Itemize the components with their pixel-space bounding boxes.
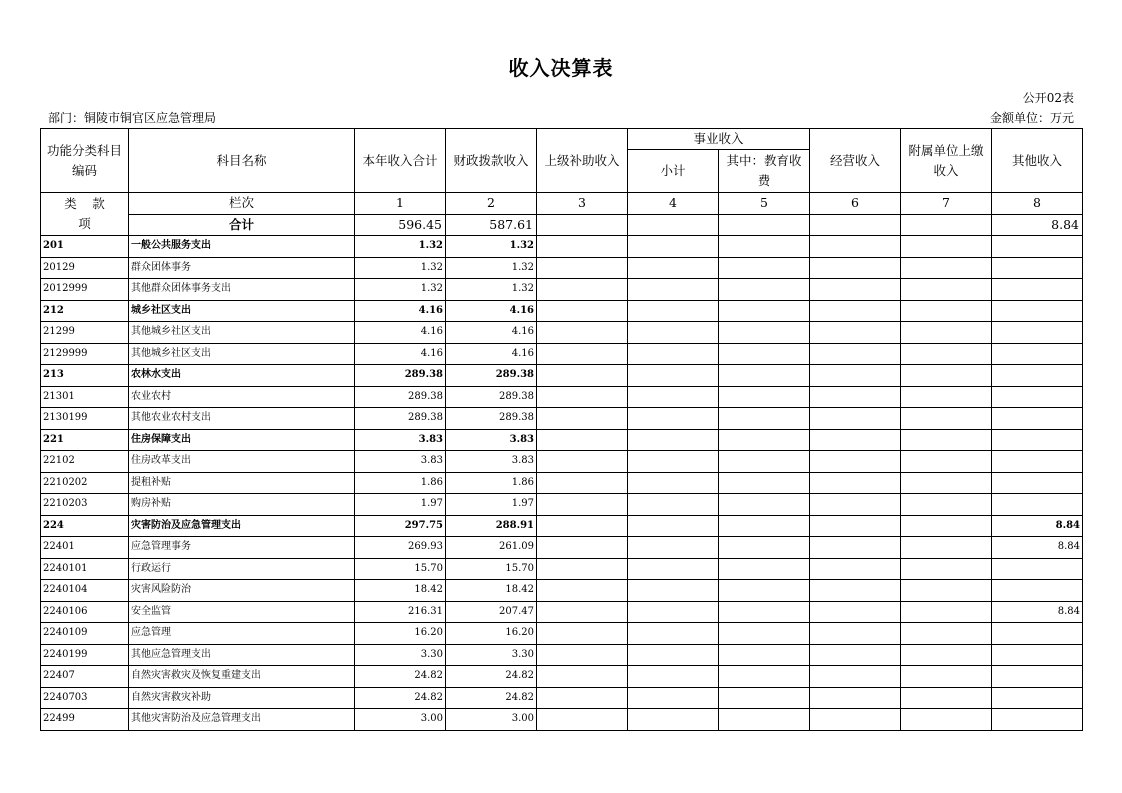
row-business-subtotal (628, 580, 719, 602)
row-superior (537, 236, 628, 258)
row-affiliated (901, 515, 992, 537)
row-fiscal: 18.42 (446, 580, 537, 602)
table-row (41, 515, 1083, 537)
row-business-subtotal (628, 472, 719, 494)
row-name: 一般公共服务支出 (129, 236, 355, 258)
row-superior (537, 515, 628, 537)
row-fiscal: 4.16 (446, 343, 537, 365)
row-code: 22499 (41, 709, 129, 731)
row-superior (537, 537, 628, 559)
row-business-subtotal (628, 300, 719, 322)
row-total-income: 289.38 (355, 408, 446, 430)
row-affiliated (901, 644, 992, 666)
total-c7 (901, 214, 992, 236)
row-superior (537, 257, 628, 279)
total-c2: 587.61 (446, 214, 537, 236)
row-education (719, 386, 810, 408)
row-name: 其他灾害防治及应急管理支出 (129, 709, 355, 731)
row-superior (537, 279, 628, 301)
row-code: 22401 (41, 537, 129, 559)
row-education (719, 429, 810, 451)
row-operating (810, 408, 901, 430)
row-superior (537, 343, 628, 365)
header-category (41, 193, 129, 236)
row-superior (537, 322, 628, 344)
row-business-subtotal (628, 257, 719, 279)
row-operating (810, 601, 901, 623)
header-business: 事业收入 (628, 129, 810, 150)
row-other (992, 386, 1083, 408)
row-total-income: 24.82 (355, 666, 446, 688)
table-row (41, 472, 1083, 494)
amount-unit-label: 金额单位：万元 (989, 111, 1074, 125)
department-label: 部门：铜陵市铜官区应急管理局 (48, 111, 217, 125)
row-education (719, 666, 810, 688)
header-affiliated: 附属单位上缴收入 (901, 129, 992, 193)
row-operating (810, 580, 901, 602)
row-name: 安全监管 (129, 601, 355, 623)
row-operating (810, 300, 901, 322)
row-operating (810, 451, 901, 473)
row-name: 灾害风险防治 (129, 580, 355, 602)
row-fiscal: 3.83 (446, 451, 537, 473)
row-fiscal: 207.47 (446, 601, 537, 623)
header-education: 其中：教育收费 (719, 150, 810, 193)
row-total-income: 216.31 (355, 601, 446, 623)
row-superior (537, 644, 628, 666)
col-number: 1 (355, 193, 446, 215)
row-operating (810, 494, 901, 516)
row-total-income: 4.16 (355, 300, 446, 322)
row-name: 提租补贴 (129, 472, 355, 494)
row-other (992, 257, 1083, 279)
row-affiliated (901, 429, 992, 451)
header-superior: 上级补助收入 (537, 129, 628, 193)
row-affiliated (901, 472, 992, 494)
table-row (41, 386, 1083, 408)
row-name: 其他群众团体事务支出 (129, 279, 355, 301)
row-affiliated (901, 365, 992, 387)
table-row (41, 537, 1083, 559)
row-code: 2240104 (41, 580, 129, 602)
row-code: 2012999 (41, 279, 129, 301)
row-fiscal: 24.82 (446, 687, 537, 709)
row-other (992, 666, 1083, 688)
row-fiscal: 289.38 (446, 365, 537, 387)
row-operating (810, 515, 901, 537)
table-row (41, 300, 1083, 322)
row-superior (537, 709, 628, 731)
row-education (719, 687, 810, 709)
col-number: 5 (719, 193, 810, 215)
row-education (719, 537, 810, 559)
row-business-subtotal (628, 666, 719, 688)
header-code: 功能分类科目编码 (41, 129, 129, 193)
header-column-index: 栏次 (129, 193, 355, 215)
header-other: 其他收入 (992, 129, 1083, 193)
table-body (41, 236, 1083, 731)
row-name: 行政运行 (129, 558, 355, 580)
row-business-subtotal (628, 623, 719, 645)
row-other (992, 279, 1083, 301)
row-operating (810, 687, 901, 709)
header-subtotal: 小计 (628, 150, 719, 193)
total-c5 (719, 214, 810, 236)
row-affiliated (901, 623, 992, 645)
row-education (719, 408, 810, 430)
row-total-income: 269.93 (355, 537, 446, 559)
row-education (719, 236, 810, 258)
row-fiscal: 261.09 (446, 537, 537, 559)
row-affiliated (901, 666, 992, 688)
row-code: 22407 (41, 666, 129, 688)
row-code: 20129 (41, 257, 129, 279)
col-number: 2 (446, 193, 537, 215)
row-business-subtotal (628, 451, 719, 473)
row-education (719, 322, 810, 344)
table-row (41, 429, 1083, 451)
row-code: 2129999 (41, 343, 129, 365)
row-education (719, 279, 810, 301)
row-code: 2240199 (41, 644, 129, 666)
col-number: 6 (810, 193, 901, 215)
table-row (41, 408, 1083, 430)
row-affiliated (901, 709, 992, 731)
row-other: 8.84 (992, 601, 1083, 623)
row-business-subtotal (628, 709, 719, 731)
row-education (719, 472, 810, 494)
row-total-income: 16.20 (355, 623, 446, 645)
row-code: 221 (41, 429, 129, 451)
row-superior (537, 580, 628, 602)
row-code: 22102 (41, 451, 129, 473)
row-operating (810, 558, 901, 580)
row-total-income: 18.42 (355, 580, 446, 602)
table-row (41, 322, 1083, 344)
row-name: 自然灾害救灾补助 (129, 687, 355, 709)
table-row (41, 558, 1083, 580)
table-row (41, 279, 1083, 301)
row-total-income: 4.16 (355, 343, 446, 365)
row-superior (537, 666, 628, 688)
row-superior (537, 494, 628, 516)
row-other (992, 429, 1083, 451)
col-number: 8 (992, 193, 1083, 215)
row-fiscal: 24.82 (446, 666, 537, 688)
row-code: 2240101 (41, 558, 129, 580)
row-business-subtotal (628, 322, 719, 344)
row-name: 其他城乡社区支出 (129, 343, 355, 365)
row-fiscal: 3.30 (446, 644, 537, 666)
row-total-income: 297.75 (355, 515, 446, 537)
total-c3 (537, 214, 628, 236)
header-name: 科目名称 (129, 129, 355, 193)
table-row (41, 580, 1083, 602)
row-business-subtotal (628, 386, 719, 408)
row-name: 应急管理 (129, 623, 355, 645)
row-name: 其他应急管理支出 (129, 644, 355, 666)
row-other (992, 365, 1083, 387)
row-name: 城乡社区支出 (129, 300, 355, 322)
row-education (719, 601, 810, 623)
row-other (992, 236, 1083, 258)
table-row (41, 451, 1083, 473)
row-code: 2210202 (41, 472, 129, 494)
row-other (992, 343, 1083, 365)
row-education (719, 644, 810, 666)
row-code: 2210203 (41, 494, 129, 516)
row-operating (810, 666, 901, 688)
row-education (719, 300, 810, 322)
row-affiliated (901, 580, 992, 602)
row-affiliated (901, 687, 992, 709)
total-c6 (810, 214, 901, 236)
table-row (41, 709, 1083, 731)
row-business-subtotal (628, 537, 719, 559)
total-row (41, 214, 1083, 236)
row-education (719, 451, 810, 473)
row-operating (810, 623, 901, 645)
row-name: 其他城乡社区支出 (129, 322, 355, 344)
row-fiscal: 4.16 (446, 322, 537, 344)
row-operating (810, 257, 901, 279)
row-other (992, 451, 1083, 473)
row-education (719, 580, 810, 602)
row-operating (810, 537, 901, 559)
row-name: 自然灾害救灾及恢复重建支出 (129, 666, 355, 688)
row-operating (810, 644, 901, 666)
table-row (41, 343, 1083, 365)
row-code: 212 (41, 300, 129, 322)
row-affiliated (901, 537, 992, 559)
table-row (41, 365, 1083, 387)
row-other (992, 408, 1083, 430)
row-fiscal: 1.97 (446, 494, 537, 516)
row-education (719, 709, 810, 731)
report-title: 收入决算表 (508, 56, 614, 80)
row-fiscal: 1.32 (446, 279, 537, 301)
row-code: 224 (41, 515, 129, 537)
row-superior (537, 472, 628, 494)
row-operating (810, 236, 901, 258)
total-label: 合计 (129, 214, 355, 236)
table-row (41, 601, 1083, 623)
row-business-subtotal (628, 343, 719, 365)
row-business-subtotal (628, 687, 719, 709)
row-education (719, 515, 810, 537)
row-total-income: 3.00 (355, 709, 446, 731)
row-name: 灾害防治及应急管理支出 (129, 515, 355, 537)
row-superior (537, 451, 628, 473)
header-fiscal: 财政拨款收入 (446, 129, 537, 193)
table-row (41, 666, 1083, 688)
row-total-income: 1.86 (355, 472, 446, 494)
row-affiliated (901, 300, 992, 322)
row-affiliated (901, 343, 992, 365)
row-other (992, 494, 1083, 516)
row-operating (810, 709, 901, 731)
row-fiscal: 16.20 (446, 623, 537, 645)
row-other (992, 472, 1083, 494)
row-superior (537, 558, 628, 580)
row-education (719, 623, 810, 645)
row-superior (537, 300, 628, 322)
table-row (41, 623, 1083, 645)
income-final-accounts-table (40, 128, 1083, 731)
row-fiscal: 1.32 (446, 257, 537, 279)
row-name: 农业农村 (129, 386, 355, 408)
row-business-subtotal (628, 365, 719, 387)
row-fiscal: 289.38 (446, 386, 537, 408)
row-superior (537, 623, 628, 645)
row-other: 8.84 (992, 537, 1083, 559)
total-c4 (628, 214, 719, 236)
table-row (41, 644, 1083, 666)
row-name: 购房补贴 (129, 494, 355, 516)
row-operating (810, 322, 901, 344)
row-superior (537, 408, 628, 430)
row-affiliated (901, 558, 992, 580)
row-total-income: 3.30 (355, 644, 446, 666)
row-superior (537, 365, 628, 387)
row-other: 8.84 (992, 515, 1083, 537)
row-operating (810, 279, 901, 301)
table-row (41, 236, 1083, 258)
row-code: 213 (41, 365, 129, 387)
header-operating: 经营收入 (810, 129, 901, 193)
row-fiscal: 289.38 (446, 408, 537, 430)
row-business-subtotal (628, 601, 719, 623)
row-other (992, 687, 1083, 709)
row-name: 住房改革支出 (129, 451, 355, 473)
row-education (719, 257, 810, 279)
row-total-income: 289.38 (355, 386, 446, 408)
row-total-income: 3.83 (355, 451, 446, 473)
row-other (992, 300, 1083, 322)
row-total-income: 289.38 (355, 365, 446, 387)
row-name: 住房保障支出 (129, 429, 355, 451)
row-operating (810, 472, 901, 494)
row-total-income: 1.97 (355, 494, 446, 516)
row-code: 2240106 (41, 601, 129, 623)
row-business-subtotal (628, 408, 719, 430)
row-other (992, 558, 1083, 580)
row-education (719, 558, 810, 580)
row-other (992, 623, 1083, 645)
row-operating (810, 343, 901, 365)
row-affiliated (901, 494, 992, 516)
row-other (992, 709, 1083, 731)
row-code: 2240109 (41, 623, 129, 645)
row-name: 农林水支出 (129, 365, 355, 387)
row-superior (537, 601, 628, 623)
row-fiscal: 3.00 (446, 709, 537, 731)
row-business-subtotal (628, 558, 719, 580)
row-affiliated (901, 386, 992, 408)
header-cat-xiang: 项 (78, 216, 91, 231)
row-operating (810, 429, 901, 451)
row-fiscal: 3.83 (446, 429, 537, 451)
row-business-subtotal (628, 236, 719, 258)
total-c1: 596.45 (355, 214, 446, 236)
col-number: 7 (901, 193, 992, 215)
row-fiscal: 1.86 (446, 472, 537, 494)
row-total-income: 4.16 (355, 322, 446, 344)
row-affiliated (901, 257, 992, 279)
row-fiscal: 1.32 (446, 236, 537, 258)
row-other (992, 322, 1083, 344)
row-education (719, 365, 810, 387)
row-business-subtotal (628, 494, 719, 516)
row-name: 应急管理事务 (129, 537, 355, 559)
row-code: 2130199 (41, 408, 129, 430)
row-other (992, 644, 1083, 666)
row-code: 21301 (41, 386, 129, 408)
col-number: 3 (537, 193, 628, 215)
row-fiscal: 15.70 (446, 558, 537, 580)
header-total-income: 本年收入合计 (355, 129, 446, 193)
row-total-income: 1.32 (355, 236, 446, 258)
row-business-subtotal (628, 429, 719, 451)
row-fiscal: 4.16 (446, 300, 537, 322)
row-affiliated (901, 322, 992, 344)
row-superior (537, 386, 628, 408)
row-education (719, 494, 810, 516)
row-other (992, 580, 1083, 602)
row-code: 2240703 (41, 687, 129, 709)
row-superior (537, 429, 628, 451)
row-code: 21299 (41, 322, 129, 344)
row-name: 其他农业农村支出 (129, 408, 355, 430)
row-superior (537, 687, 628, 709)
row-affiliated (901, 236, 992, 258)
row-affiliated (901, 408, 992, 430)
row-business-subtotal (628, 644, 719, 666)
row-total-income: 15.70 (355, 558, 446, 580)
header-cat-lei: 类 (64, 196, 77, 211)
table-row (41, 687, 1083, 709)
row-fiscal: 288.91 (446, 515, 537, 537)
row-operating (810, 386, 901, 408)
row-education (719, 343, 810, 365)
row-code: 201 (41, 236, 129, 258)
row-total-income: 1.32 (355, 257, 446, 279)
form-number: 公开02表 (1022, 91, 1074, 105)
row-affiliated (901, 451, 992, 473)
table-row (41, 257, 1083, 279)
row-business-subtotal (628, 515, 719, 537)
row-affiliated (901, 279, 992, 301)
row-affiliated (901, 601, 992, 623)
table-row (41, 494, 1083, 516)
row-operating (810, 365, 901, 387)
total-c8: 8.84 (992, 214, 1083, 236)
row-name: 群众团体事务 (129, 257, 355, 279)
col-number: 4 (628, 193, 719, 215)
row-total-income: 24.82 (355, 687, 446, 709)
row-business-subtotal (628, 279, 719, 301)
header-cat-kuan: 款 (92, 196, 105, 211)
row-total-income: 1.32 (355, 279, 446, 301)
row-total-income: 3.83 (355, 429, 446, 451)
